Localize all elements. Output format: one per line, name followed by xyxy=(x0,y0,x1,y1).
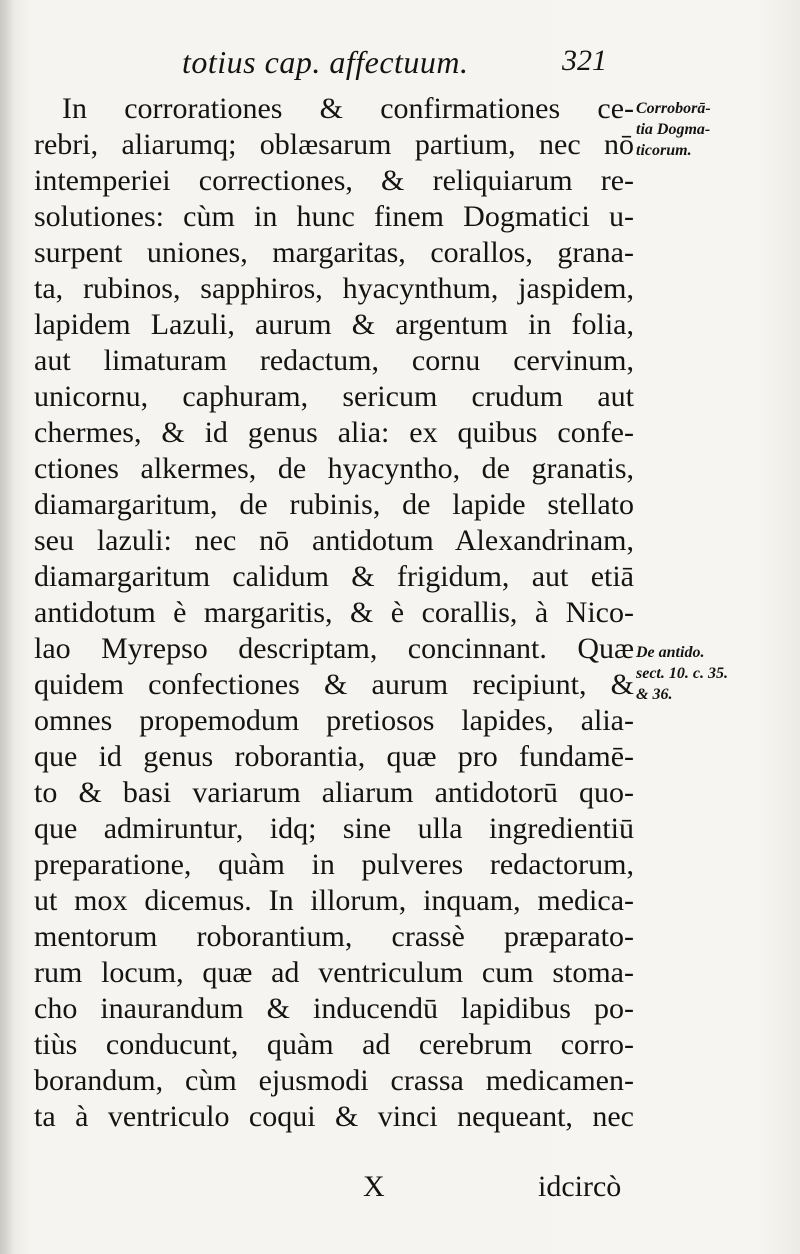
text-line: aut limaturam redactum, cornu cervinum, xyxy=(34,344,634,377)
text-line: lapidem Lazuli, aurum & argentum in folia, xyxy=(34,308,634,341)
text-line: que id genus roborantia, quæ pro fundamē- xyxy=(34,740,634,773)
text-line: unicornu, caphuram, sericum crudum aut xyxy=(34,380,634,413)
page-footer xyxy=(0,1170,800,1210)
marginal-note-de-antidotis xyxy=(636,642,796,705)
running-title: totius cap. affectuum. xyxy=(182,44,469,80)
text-line: solutiones: cùm in hunc finem Dogmatici u- xyxy=(34,200,634,233)
text-line: chermes, & id genus alia: ex quibus confe- xyxy=(34,416,634,449)
text-line: que admiruntur, idq; sine ulla ingredientiū xyxy=(34,812,634,845)
text-line: rum locum, quæ ad ventriculum cum stoma- xyxy=(34,956,634,989)
main-text-block xyxy=(34,91,634,1135)
text-line: In corrorationes & confirmationes ce- xyxy=(62,92,634,125)
text-line: ctiones alkermes, de hyacyntho, de granatis, xyxy=(34,452,634,485)
text-line: quidem confectiones & aurum recipiunt, & xyxy=(34,668,634,701)
text-line: ta à ventriculo coqui & vinci nequeant, nec xyxy=(34,1100,634,1133)
text-line: borandum, cùm ejusmodi crassa medicamen- xyxy=(34,1064,634,1097)
page-number: 321 xyxy=(562,44,607,77)
gutter-shadow xyxy=(0,0,14,1254)
text-line: diamargaritum, de rubinis, de lapide stellato xyxy=(34,488,634,521)
text-line: to & basi variarum aliarum antidotorū quo- xyxy=(34,776,634,809)
text-line: lao Myrepso descriptam, concinnant. Quæ xyxy=(34,632,634,665)
text-line: omnes propemodum pretiosos lapides, alia- xyxy=(34,704,634,737)
running-head xyxy=(0,40,800,80)
signature-mark: X xyxy=(363,1170,385,1203)
text-line: seu lazuli: nec nō antidotum Alexandrinam, xyxy=(34,524,634,557)
text-line: intemperiei correctiones, & reliquiarum re- xyxy=(34,164,634,197)
marginal-line: De antido. xyxy=(636,644,705,661)
text-line: antidotum è margaritis, & è corallis, à Nico- xyxy=(34,596,634,629)
text-line: ta, rubinos, sapphiros, hyacynthum, jaspidem, xyxy=(34,272,634,305)
text-line: cho inaurandum & inducendū lapidibus po- xyxy=(34,992,634,1025)
text-line: diamargaritum calidum & frigidum, aut etiā xyxy=(34,560,634,593)
text-line: tiùs conducunt, quàm ad cerebrum corro- xyxy=(34,1028,634,1061)
marginal-line: ticorum. xyxy=(636,142,692,159)
marginal-line: & 36. xyxy=(636,686,673,703)
text-line: rebri, aliarumq; oblæsarum partium, nec nō xyxy=(34,128,634,161)
marginal-line: Corroborā- xyxy=(636,100,711,117)
marginal-line: sect. 10. c. 35. xyxy=(636,665,728,682)
text-line: mentorum roborantium, crassè præparato- xyxy=(34,920,634,953)
text-line: surpent uniones, margaritas, corallos, grana- xyxy=(34,236,634,269)
text-line: preparatione, quàm in pulveres redactorum, xyxy=(34,848,634,881)
catchword: idcircò xyxy=(538,1170,622,1203)
text-line: ut mox dicemus. In illorum, inquam, medica- xyxy=(34,884,634,917)
marginal-line: tia Dogma- xyxy=(636,121,711,138)
marginal-note-corroborantia xyxy=(636,98,796,161)
